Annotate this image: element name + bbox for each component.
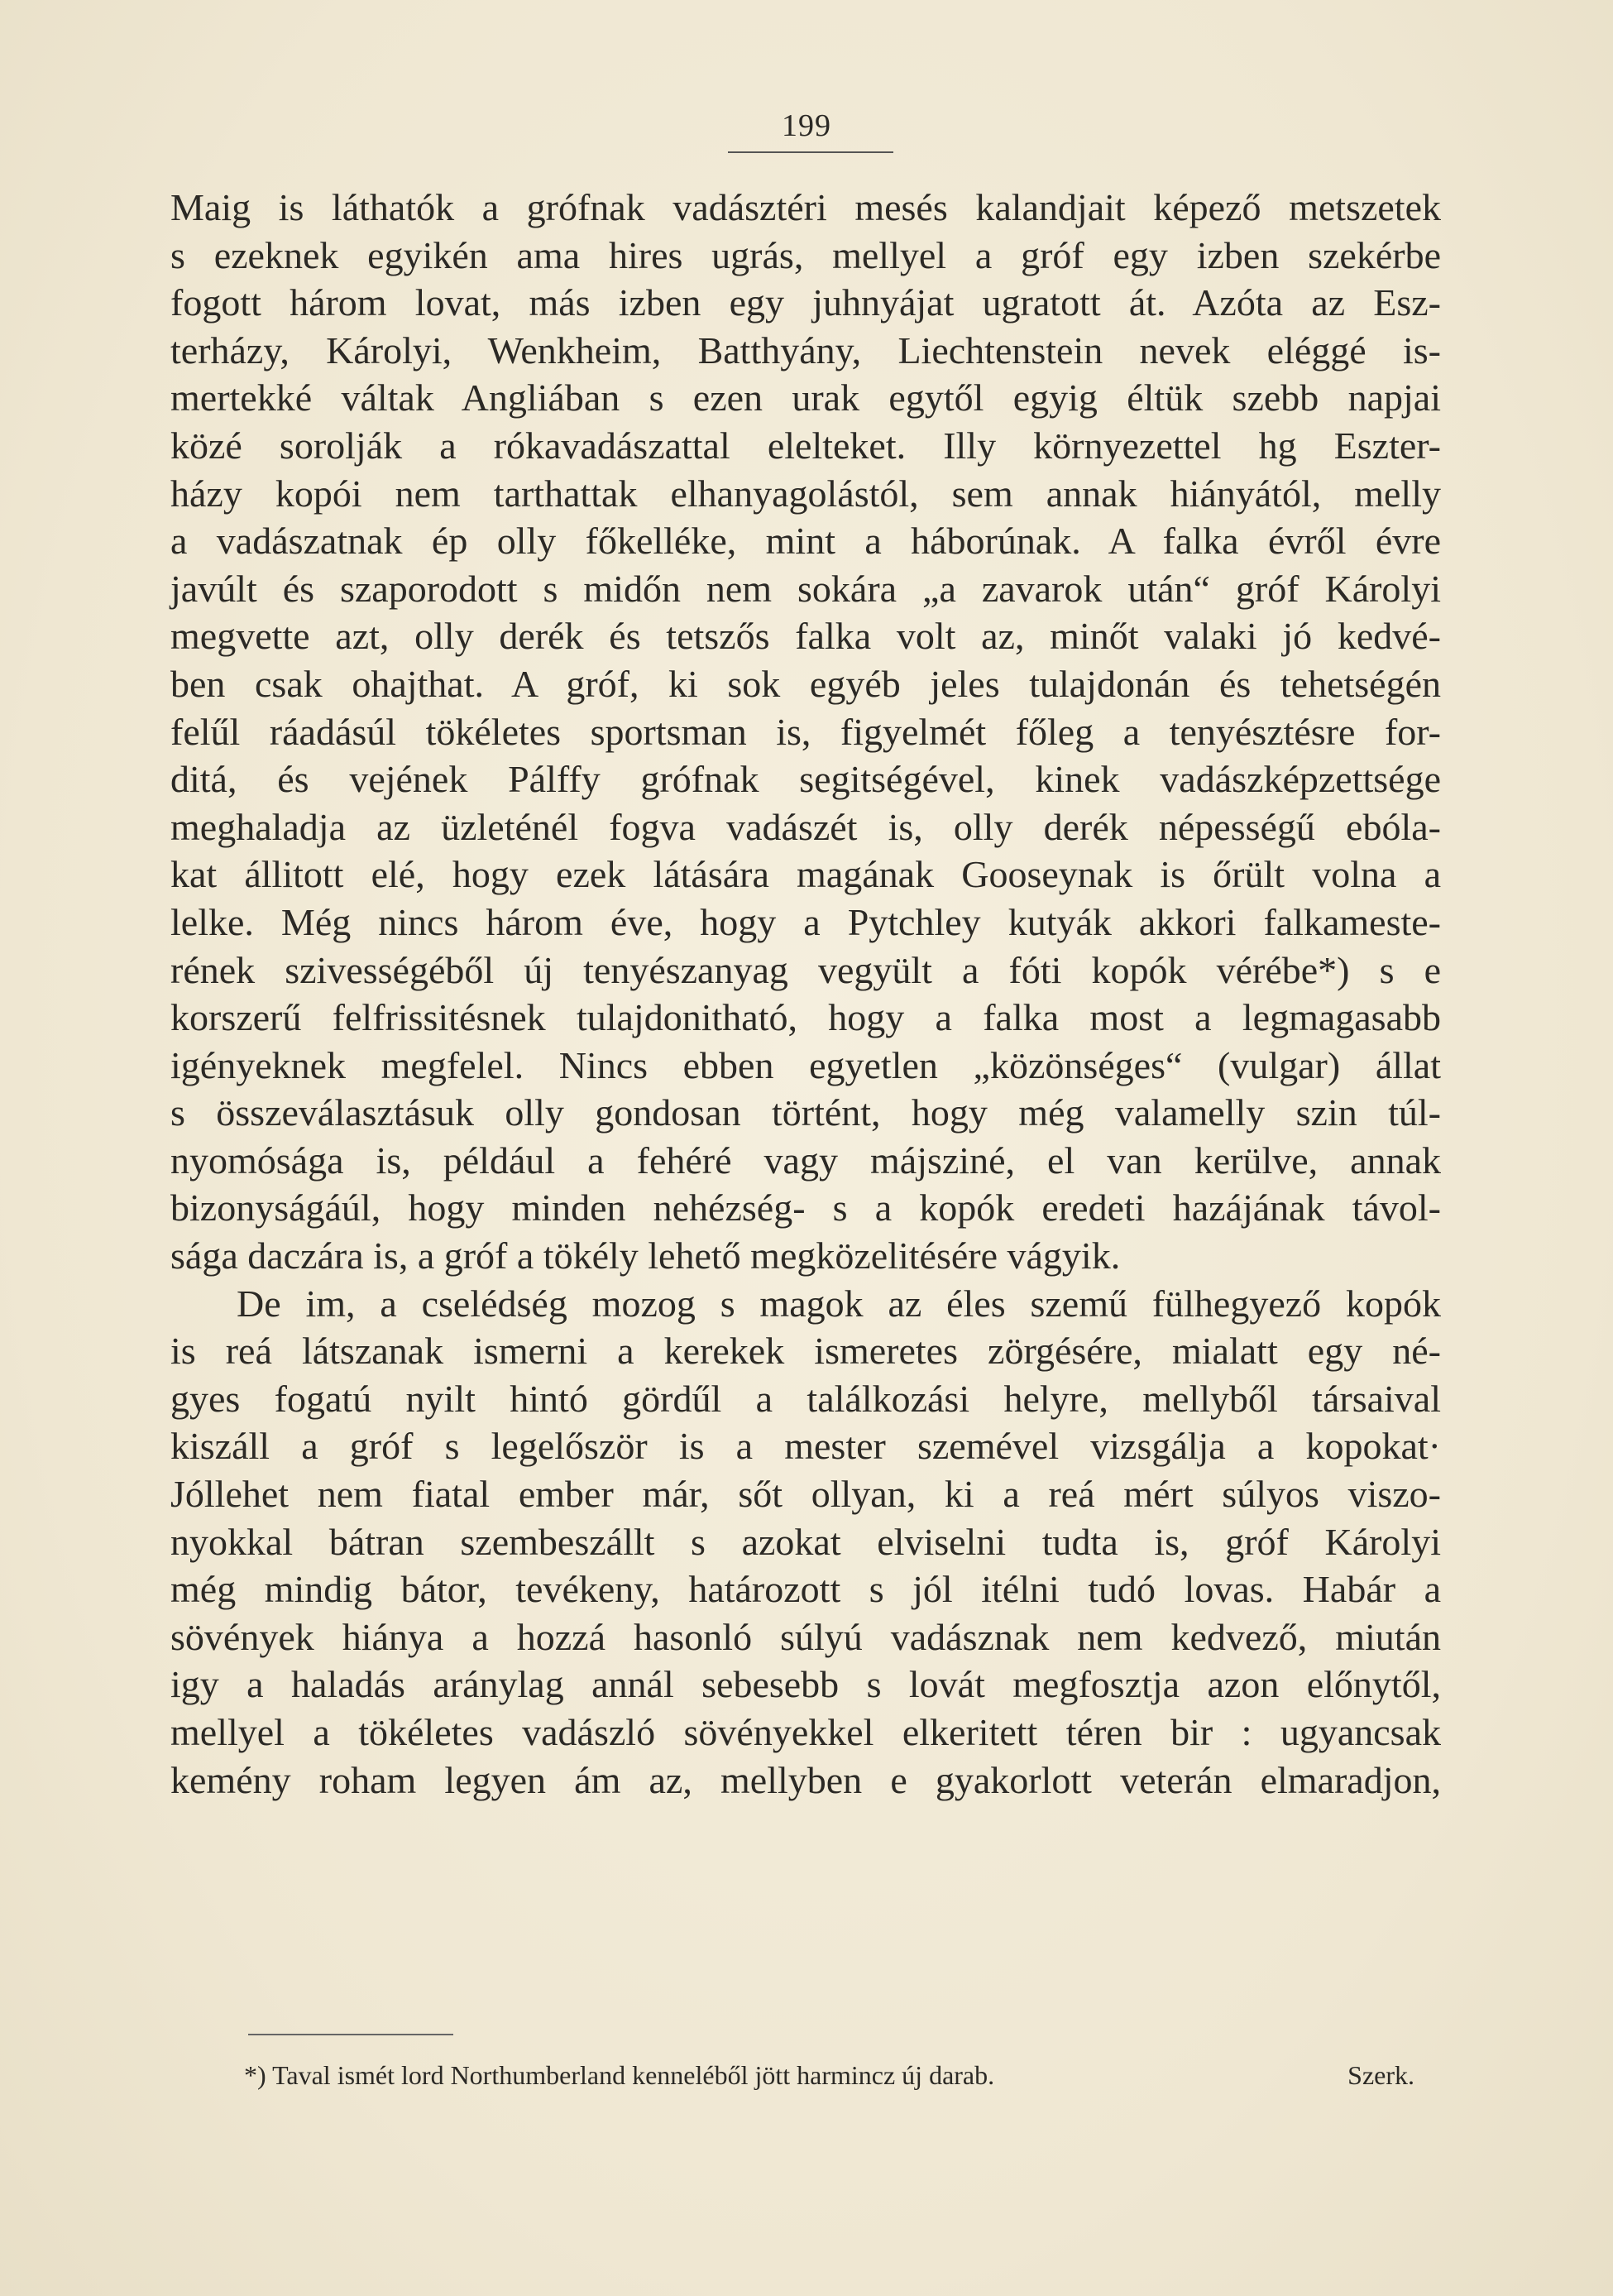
text-line: a vadászatnak ép olly főkelléke, mint a háborúnak. A falka évről évre: [170, 520, 1441, 563]
text-line: is reá látszanak ismerni a kerekek ismeretes zörgésére, mialatt egy né-: [170, 1330, 1441, 1373]
text-line: házy kopói nem tarthattak elhanyagolástól, sem annak hiányától, melly: [170, 472, 1441, 515]
text-line: igényeknek megfelel. Nincs ebben egyetlen „közönséges“ (vulgar) állat: [170, 1043, 1441, 1086]
text-line: kat állitott elé, hogy ezek látására magának Gooseynak is őrült volna a: [170, 853, 1441, 896]
text-line: fogott három lovat, más izben egy juhnyájat ugratott át. Azóta az Esz-: [170, 281, 1441, 324]
text-line: igy a haladás aránylag annál sebesebb s lovát megfosztja azon előnytől,: [170, 1663, 1441, 1706]
text-line: kemény roham legyen ám az, mellyben e gyakorlott veterán elmaradjon,: [170, 1758, 1441, 1801]
text-line: nyokkal bátran szembeszállt s azokat elviselni tudta is, gróf Károlyi: [170, 1520, 1441, 1563]
text-line: terházy, Károlyi, Wenkheim, Batthyány, Liechtenstein nevek eléggé is-: [170, 328, 1441, 371]
text-line: nyomósága is, például a fehéré vagy májsziné, el van kerülve, annak: [170, 1138, 1441, 1182]
text-line: sövények hiánya a hozzá hasonló súlyú vadásznak nem kedvező, miután: [170, 1615, 1441, 1658]
text-line: kiszáll a gróf s legelőször is a mester szemével vizsgálja a kopokat·: [170, 1425, 1441, 1468]
text-line: javúlt és szaporodott s midőn nem sokára „a zavarok után“ gróf Károlyi: [170, 567, 1441, 610]
text-line: még mindig bátor, tevékeny, határozott s jól itélni tudó lovas. Habár a: [170, 1568, 1441, 1611]
text-line: s összeválasztásuk olly gondosan történt, hogy még valamelly szin túl-: [170, 1091, 1441, 1134]
footnote-rule: [248, 2034, 453, 2035]
body-text: [170, 184, 1441, 1804]
text-line: De im, a cselédség mozog s magok az éles szemű fülhegyező kopók: [237, 1282, 1441, 1325]
text-line: közé sorolják a rókavadászattal elelteket. Illy környezettel hg Eszter-: [170, 424, 1441, 467]
text-line: meghaladja az üzleténél fogva vadászét is, olly derék népességű ebóla-: [170, 805, 1441, 848]
text-line: bizonyságáúl, hogy minden nehézség- s a kopók eredeti hazájának távol-: [170, 1186, 1441, 1229]
text-line: lelke. Még nincs három éve, hogy a Pytchley kutyák akkori falkameste-: [170, 900, 1441, 943]
header-rule: [728, 151, 893, 153]
text-line: korszerű felfrissitésnek tulajdonitható, hogy a falka most a legmagasabb: [170, 996, 1441, 1039]
text-line: sága daczára is, a gróf a tökély lehető megközelitésére vágyik.: [170, 1234, 1121, 1277]
text-line: ben csak ohajthat. A gróf, ki sok egyéb jeles tulajdonán és tehetségén: [170, 662, 1441, 705]
text-line: s ezeknek egyikén ama hires ugrás, mellyel a gróf egy izben szekérbe: [170, 233, 1441, 276]
paragraph: [170, 1280, 1441, 1805]
page-number: 199: [782, 108, 831, 143]
text-line: Jóllehet nem fiatal ember már, sőt ollyan, ki a reá mért súlyos viszo-: [170, 1473, 1441, 1516]
footnote-text: *) Taval ismét lord Northumberland kenneléből jött harmincz új darab.: [244, 2060, 995, 2090]
text-line: Maig is láthatók a grófnak vadásztéri mesés kalandjait képező metszetek: [170, 186, 1441, 228]
text-line: felűl ráadásúl tökéletes sportsman is, figyelmét főleg a tenyésztésre for-: [170, 710, 1441, 753]
text-line: mertekké váltak Angliában s ezen urak egytől egyig éltük szebb napjai: [170, 376, 1441, 419]
paragraph: [170, 184, 1441, 1280]
footnote-signature: Szerk.: [1347, 2060, 1414, 2090]
text-line: megvette azt, olly derék és tetszős falka volt az, minőt valaki jó kedvé-: [170, 615, 1441, 658]
text-line: mellyel a tökéletes vadászló sövényekkel elkeritett téren bir : ugyancsak: [170, 1711, 1441, 1753]
text-line: ditá, és vejének Pálffy grófnak segitségével, kinek vadászképzettsége: [170, 758, 1441, 801]
footnote: [244, 2059, 1414, 2092]
text-line: gyes fogatú nyilt hintó gördűl a találkozási helyre, mellyből társaival: [170, 1377, 1441, 1420]
text-line: rének szivességéből új tenyészanyag vegyült a fóti kopók vérébe*) s e: [170, 948, 1441, 991]
